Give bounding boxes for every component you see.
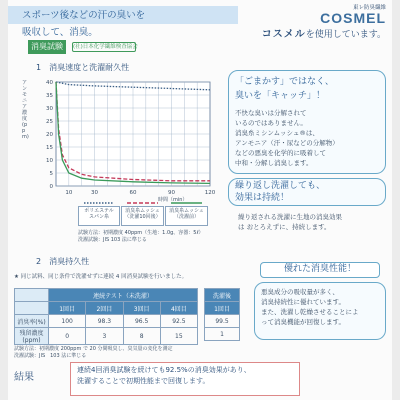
callout-1-body: いるのではありません。 <box>235 119 307 127</box>
table-cell: 92.5 <box>160 315 197 328</box>
product-info-sheet <box>8 0 392 400</box>
callout-2-line-1: 繰り返し洗濯しても、 <box>235 181 326 191</box>
wash-test-note-2: 洗濯試験：JIS 103 法に準じる <box>14 353 87 359</box>
result-line-1: 連続4回消臭試験を続けても92.5%の消臭効果があり、 <box>77 366 251 374</box>
table-corner <box>15 302 49 315</box>
legend-item-washed-10 <box>121 206 164 226</box>
table-col-header: 3回目 <box>123 302 160 315</box>
chart-legend <box>78 206 208 226</box>
test-method-note-1: 試験方法：初期濃度 40ppm（生地：1.0g、容器：5ℓ） <box>78 230 204 236</box>
brand-block <box>262 3 386 40</box>
wash-cell: 1 <box>205 328 240 341</box>
callout-1-body: 消臭糸ミシンムッシュ®は、 <box>235 129 319 137</box>
result-label: 結果 <box>14 372 34 383</box>
section-2-title: 2 消臭持久性 <box>36 257 90 266</box>
callout-3-body: 悪臭成分の吸収量が多く、 <box>261 288 339 296</box>
legend-text: 消臭糸ムッシュ <box>169 208 204 214</box>
legend-text: 消臭糸ムッシュ <box>125 208 160 214</box>
legend-item-unwashed <box>165 206 208 226</box>
callout-1-body: などの悪臭を化学的に吸着して <box>235 149 326 157</box>
continuous-test-table <box>14 288 198 345</box>
wash-test-table <box>204 288 240 341</box>
y-tick-label: 40 <box>46 80 53 86</box>
x-tick-label: 30 <box>91 190 98 196</box>
header-line-1: スポーツ後などの汗の臭いを <box>22 10 146 21</box>
brand-jp-name: コスメル <box>261 29 306 40</box>
table-col-header: 2回目 <box>86 302 123 315</box>
y-tick-label: 5 <box>49 171 53 177</box>
table-cell: 100 <box>49 315 86 328</box>
brand-tail: を使用しています。 <box>305 30 386 40</box>
table-corner <box>15 289 49 302</box>
callout-1-line-2: 臭いを「キャッチ」！ <box>235 91 326 101</box>
row-label: 消臭率(%) <box>15 315 49 328</box>
table-cell: 96.5 <box>123 315 160 328</box>
callout-2-body: 繰り返される洗濯に生地の消臭効果 <box>238 213 342 221</box>
section-tag-sub: (社)日本化学繊維検査協会 <box>73 44 138 50</box>
performance-title: 優れた消臭性能！ <box>260 262 380 278</box>
callout-3-body: 消臭持続性に優れています。 <box>261 298 345 306</box>
wash-test-note-1: 洗濯試験：JIS 103 法に準じる <box>78 237 147 243</box>
callout-wash-durability <box>228 178 386 206</box>
legend-swatches <box>78 200 208 206</box>
table-header: 連続テスト（未洗濯） <box>49 289 198 302</box>
legend-text: ポリエステル <box>84 208 114 214</box>
legend-text: スパン糸 <box>88 214 109 220</box>
result-box <box>70 362 300 396</box>
brand-tagline <box>262 25 386 40</box>
wash-header: 洗濯後 <box>205 289 240 302</box>
callout-3-body: って消臭機能が回復します。 <box>261 318 345 326</box>
x-tick-label: 120 <box>204 190 216 196</box>
legend-text: （洗濯10回後） <box>124 214 161 220</box>
test-method-note-2: 試験方法：初期濃度 200ppm で 20 分間吸臭し、臭気量の変化を測定 <box>14 346 173 352</box>
callout-3-body: また、洗濯し乾燥させることによ <box>261 308 359 316</box>
table-row <box>15 328 198 345</box>
table-cell: 0 <box>49 328 86 345</box>
callout-1-line-1: 「ごまかす」ではなく、 <box>235 77 334 87</box>
result-line-2: 洗濯することで初期性能まで回復します。 <box>77 377 210 385</box>
y-tick-label: 10 <box>46 158 53 164</box>
callout-catch-odor <box>228 70 386 174</box>
callout-performance <box>254 282 386 340</box>
legend-text: （洗濯前） <box>173 214 199 220</box>
y-tick-label: 20 <box>46 132 53 138</box>
deodorizing-chart <box>28 76 218 208</box>
callout-2-body: は おとろえずに、持続します。 <box>238 223 331 231</box>
table-row <box>15 315 198 328</box>
table-cell: 3 <box>86 328 123 345</box>
wash-cell: 99.5 <box>205 315 240 328</box>
callout-2-line-2: 効果は持続！ <box>235 193 290 203</box>
x-tick-label: 10 <box>65 190 73 196</box>
callout-1-body: 中和・分解し消臭します。 <box>235 159 313 167</box>
table-col-header: 4回目 <box>160 302 197 315</box>
table-col-header: 1回目 <box>49 302 86 315</box>
x-tick-label: 90 <box>168 190 175 196</box>
y-tick-label: 15 <box>46 145 53 151</box>
callout-1-body: アンモニア（汗・尿などの分解物） <box>235 139 339 147</box>
y-tick-label: 30 <box>46 106 53 112</box>
brand-logo: COSMEL <box>320 10 386 26</box>
y-axis-label: アンモニア濃度(ppm) <box>22 80 29 140</box>
section-tag: 消臭試験 <box>28 40 66 54</box>
callout-1-body: 不快な臭いは分解されて <box>235 109 307 117</box>
x-axis-label: 時間（min） <box>158 197 188 203</box>
y-tick-label: 0 <box>49 184 53 190</box>
wash-col-header: 1回目 <box>205 302 240 315</box>
table-cell: 15 <box>160 328 197 345</box>
y-tick-label: 25 <box>46 119 53 125</box>
header-line-2: 吸収して、消臭。 <box>22 27 98 38</box>
section-2-note: ★ 同じ試料、同じ条件で洗濯せずに連続 4 回消臭試験を行いました。 <box>14 274 188 280</box>
table-cell: 98.3 <box>86 315 123 328</box>
brand-subtitle: 東レ防臭繊維 <box>352 5 386 11</box>
table-cell: 8 <box>123 328 160 345</box>
y-tick-label: 35 <box>46 93 53 99</box>
legend-item-polyester <box>78 206 120 226</box>
section-1-title: 1 消臭速度と洗濯耐久性 <box>36 63 130 72</box>
x-tick-label: 60 <box>129 190 137 196</box>
row-label: 残留濃度(ppm) <box>15 328 49 345</box>
